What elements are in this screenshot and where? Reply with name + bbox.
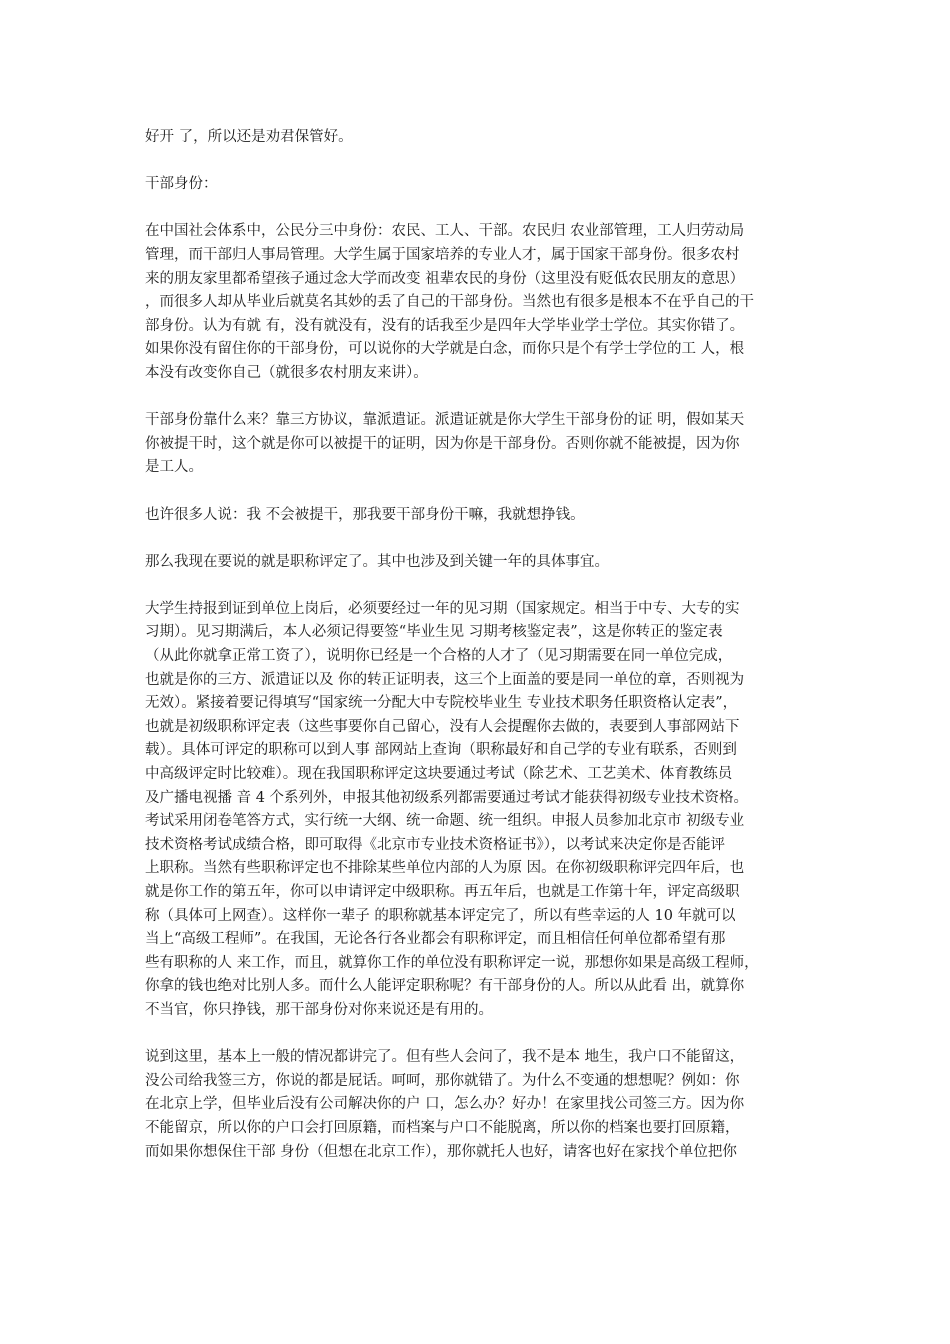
text-line: 来的朋友家里都希望孩子通过念大学而改变 祖辈农民的身份（这里没有贬低农民朋友的意思） <box>145 270 745 287</box>
text-line: 也许很多人说：我 不会被提干，那我要干部身份干嘛，我就想挣钱。 <box>145 506 585 523</box>
paragraph <box>145 551 825 575</box>
document-body <box>145 126 825 1188</box>
text-line: 在中国社会体系中，公民分三中身份：农民、工人、干部。农民归 农业部管理，工人归劳动局 <box>145 223 745 240</box>
text-line: （从此你就拿正常工资了），说明你已经是一个合格的人才了（见习期需要在同一单位完成， <box>145 648 733 665</box>
text-line: 不能留京，所以你的户口会打回原籍，而档案与户口不能脱离，所以你的档案也要打回原籍， <box>145 1119 740 1136</box>
paragraph <box>145 126 825 150</box>
paragraph <box>145 220 825 385</box>
text-line: 也就是你的三方、派遣证以及 你的转正证明表，这三个上面盖的要是同一单位的章，否则视为 <box>145 671 745 688</box>
text-line: 不当官，你只挣钱，那干部身份对你来说还是有用的。 <box>145 1001 493 1018</box>
text-line: 你拿的钱也绝对比别人多。而什么人能评定职称呢？有干部身份的人。所以从此看 出，就算你 <box>145 978 745 995</box>
text-line: 是工人。 <box>145 459 203 476</box>
text-line: 干部身份靠什么来？靠三方协议，靠派遣证。派遣证就是你大学生干部身份的证 明，假如某天 <box>145 412 745 429</box>
text-line: 些有职称的人 来工作，而且，就算你工作的单位没有职称评定一说，那想你如果是高级工程师， <box>145 954 759 971</box>
text-line: 在北京上学，但毕业后没有公司解决你的户 口，怎么办？好办！在家里找公司签三方。因为你 <box>145 1096 745 1113</box>
paragraph <box>145 409 825 480</box>
text-line: 中高级评定时比较难）。现在我国职称评定这块要通过考试（除艺术、工艺美术、体育教练员 <box>145 766 733 783</box>
text-line: 大学生持报到证到单位上岗后，必须要经过一年的见习期（国家规定。相当于中专、大专的实 <box>145 600 740 617</box>
text-line: 无效）。紧接着要记得填写“国家统一分配大中专院校毕业生 专业技术职务任职资格认定表”， <box>145 695 738 712</box>
text-line: 称（具体可上网查）。这样你一辈子 的职称就基本评定完了，所以有些幸运的人 10 年就可以 <box>145 907 736 924</box>
text-line: ，而很多人却从毕业后就莫名其妙的丢了自己的干部身份。当然也有很多是根本不在乎自己的干 <box>145 294 754 311</box>
paragraph <box>145 598 825 1023</box>
text-line: 本没有改变你自己（就很多农村朋友来讲）。 <box>145 364 428 381</box>
text-line: 部身份。认为有就 有，没有就没有，没有的话我至少是四年大学毕业学士学位。其实你错了。 <box>145 317 745 334</box>
text-line: 习期）。见习期满后，本人必须记得要签“毕业生见 习期考核鉴定表”，这是你转正的鉴定表 <box>145 624 723 641</box>
text-line: 考试采用闭卷笔答方式，实行统一大纲、统一命题、统一组织。申报人员参加北京市 初级专业 <box>145 813 745 830</box>
text-line: 干部身份： <box>145 176 218 193</box>
text-line: 管理，而干部归人事局管理。大学生属于国家培养的专业人才，属于国家干部身份。很多农村 <box>145 246 740 263</box>
text-line: 载）。具体可评定的职称可以到人事 部网站上查询（职称最好和自己学的专业有联系，否则到 <box>145 742 737 759</box>
text-line: 没公司给我签三方，你说的都是屁话。呵呵，那你就错了。为什么不变通的想想呢？例如：你 <box>145 1072 740 1089</box>
text-line: 如果你没有留住你的干部身份，可以说你的大学就是白念，而你只是个有学士学位的工 人，根 <box>145 341 745 358</box>
text-line: 说到这里，基本上一般的情况都讲完了。但有些人会问了，我不是本 地生，我户口不能留这， <box>145 1049 745 1066</box>
text-line: 及广播电视播 音 4 个系列外，申报其他初级系列都需要通过考试才能获得初级专业技术资格。 <box>145 789 749 806</box>
text-line: 就是你工作的第五年，你可以申请评定中级职称。再五年后，也就是工作第十年，评定高级职 <box>145 884 740 900</box>
paragraph <box>145 1046 825 1164</box>
paragraph <box>145 173 825 197</box>
text-line: 技术资格考试成绩合格，即可取得《北京市专业技术资格证书》），以考试来决定你是否能评 <box>145 836 725 853</box>
text-line: 你被提干时，这个就是你可以被提干的证明，因为你是干部身份。否则你就不能被提，因为你 <box>145 435 740 452</box>
text-line: 也就是初级职称评定表（这些事要你自己留心，没有人会提醒你去做的，表要到人事部网站下 <box>145 718 740 735</box>
text-line: 当上“高级工程师”。在我国，无论各行各业都会有职称评定，而且相信任何单位都希望有那 <box>145 931 726 948</box>
text-line: 那么我现在要说的就是职称评定了。其中也涉及到关键一年的具体事宜。 <box>145 553 609 570</box>
text-line: 好开 了，所以还是劝君保管好。 <box>145 129 353 145</box>
text-line: 而如果你想保住干部 身份（但想在北京工作），那你就托人也好，请客也好在家找个单位把你 <box>145 1143 737 1160</box>
text-line: 上职称。当然有些职称评定也不排除某些单位内部的人为原 因。在你初级职称评完四年后，也 <box>145 860 745 877</box>
paragraph <box>145 504 825 528</box>
